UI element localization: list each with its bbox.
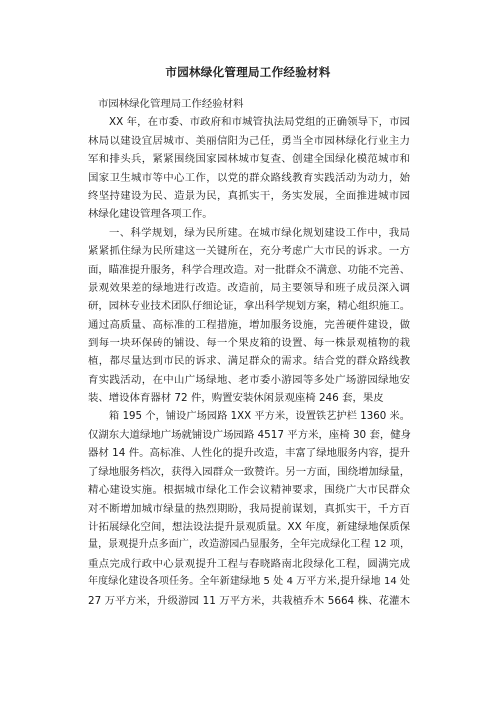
- text-line: XX 年，在市委、市政府和市城管执法局党组的正确领导下，市园: [109, 116, 410, 129]
- text-line: 装、增设体育器材 72 件，购置安装休闲景观座椅 246 套，果皮: [88, 392, 384, 405]
- text-line: 仅湖东大道绿地广场就铺设广场园路 4517 平方米，座椅 30 套，健身: [88, 429, 412, 442]
- text-line: 市园林绿化管理局工作经验材料: [98, 98, 244, 110]
- text-line: 林局以建设宜居城市、美丽信阳为己任，勇当全市园林绿化行业主力: [88, 134, 410, 147]
- text-line: 一、科学规划，绿为民所建。在城市绿化规划建设工作中，我局: [109, 226, 410, 239]
- text-line: 27 万平方米，升级游园 11 万平方米，共栽植乔木 5664 株、花灌木: [88, 594, 410, 607]
- document-title: 市园林绿化管理局工作经验材料: [165, 65, 331, 79]
- text-line: 精心建设实施。根据城市绿化工作会议精神要求，围绕广大市民群众: [88, 484, 410, 497]
- text-line: 对不断增加城市绿量的热烈期盼，我局提前谋划，真抓实干，千方百: [88, 502, 410, 515]
- text-line: 林绿化建设管理各项工作。: [88, 208, 213, 221]
- text-line: 了绿地服务档次，获得入园群众一致赞许。另一方面，围绕增加绿量，: [88, 465, 411, 478]
- text-line: 景观效果差的绿地进行改造。改造前，局主要领导和班子成员深入调: [88, 281, 410, 294]
- text-line: 植，都尽量达到市民的诉求、满足群众的需求。结合党的群众路线教: [88, 355, 410, 368]
- text-line: 年度绿化建设各项任务。全年新建绿地 5 处 4 万平方米,提升绿地 14 处: [88, 576, 410, 588]
- text-line: 紧紧抓住绿为民所建这一关键所在，充分考虑广大市民的诉求。一方: [88, 245, 410, 258]
- text-line: 计拓展绿化空间，想法设法提升景观质量。XX 年度，新建绿地保质保: [88, 520, 410, 533]
- text-line: 育实践活动，在中山广场绿地、老市委小游园等多处广场游园绿地安: [88, 373, 410, 386]
- text-line: 到每一块环保砖的铺设、每一个果皮箱的设置、每一株景观植物的栽: [88, 337, 410, 350]
- text-line: 军和排头兵，紧紧围绕国家园林城市复查、创建全国绿化模范城市和: [88, 153, 410, 166]
- text-line: 研，园林专业技术团队仔细论证，拿出科学规划方案，精心组织施工。: [88, 300, 411, 313]
- text-line: 重点完成行政中心景观提升工程与春晓路南北段绿化工程，圆满完成: [88, 557, 410, 570]
- text-line: 箱 195 个，铺设广场园路 1XX 平方米，设置铁艺护栏 1360 米。: [109, 410, 410, 422]
- document-body: [88, 95, 410, 610]
- text-line: 通过高质量、高标准的工程措施，增加服务设施，完善硬件建设，做: [88, 318, 410, 331]
- text-line: 面，瞄准提升服务，科学合理改造。对一批群众不满意、功能不完善、: [88, 263, 411, 276]
- text-line: 器材 14 件。高标准、人性化的提升改造，丰富了绿地服务内容，提升: [88, 447, 410, 460]
- text-line: 终坚持建设为民、造景为民，真抓实干，务实发展，全面推进城市园: [88, 189, 410, 202]
- text-line: 国家卫生城市等中心工作，以党的群众路线教育实践活动为动力，始: [88, 171, 410, 184]
- text-line: 量，景观提升点多面广，改造游园凸显服务，全年完成绿化工程 12 项，: [88, 539, 410, 551]
